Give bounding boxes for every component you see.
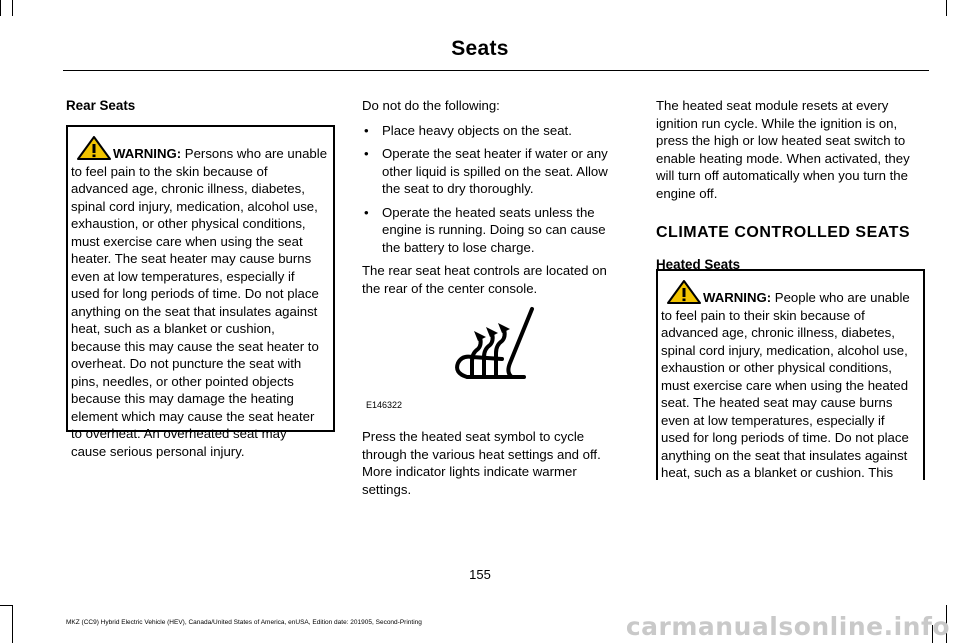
warning-line: heat, such as a blanket or cushion, xyxy=(71,321,275,336)
bullet-marker: • xyxy=(364,146,369,161)
crop-mark xyxy=(0,605,13,606)
heated-seat-icon xyxy=(362,293,628,413)
paragraph xyxy=(656,97,926,202)
list-item xyxy=(362,145,628,198)
crop-mark xyxy=(12,0,13,16)
warning-line: must exercise care when using the seat xyxy=(71,233,303,249)
text-line: The heated seat module resets at every xyxy=(656,98,889,113)
text-line: press the high or low heated seat switch to xyxy=(656,133,906,148)
warning-line: anything on the seat that insulates against xyxy=(661,447,908,463)
warning-line: heater. The seat heater may cause burns xyxy=(71,251,312,266)
warning-line: advanced age, chronic illness, diabetes, xyxy=(661,325,895,340)
warning-text xyxy=(661,280,920,499)
list-item-line: Operate the seat heater if water or any xyxy=(382,146,608,161)
list-item-line: Operate the heated seats unless the xyxy=(382,204,595,220)
edition-footer: MKZ (CC9) Hybrid Electric Vehicle (HEV), Canada/United States of America, enUSA, Edition date: 201905, Second-Printing xyxy=(66,619,422,626)
list-item-line: engine is running. Doing so can cause xyxy=(382,222,606,237)
warning-line: because this may cause the seat heater to xyxy=(71,338,319,354)
warning-line: WARNING: People who are unable xyxy=(661,280,920,307)
warning-line: to overheat. An overheated seat may xyxy=(71,426,287,441)
crop-mark xyxy=(0,0,1,16)
text-line: enable heating mode. When activated, they xyxy=(656,150,910,166)
warning-line: used for long periods of time. Do not place xyxy=(661,430,909,445)
column-1 xyxy=(66,97,336,115)
rear-seats-heading: Rear Seats xyxy=(66,98,136,113)
warning-line: advanced age, chronic illness, diabetes, xyxy=(71,181,305,196)
warning-line: exhaustion or other physical conditions, xyxy=(661,360,892,375)
crop-mark xyxy=(12,605,13,643)
warning-line: exhaustion, or other physical conditions, xyxy=(71,216,306,231)
warning-line: anything on the seat that insulates against xyxy=(71,303,318,319)
text-line: Press the heated seat symbol to cycle xyxy=(362,429,585,444)
list-item-line: the seat to dry thoroughly. xyxy=(382,181,534,196)
warning-triangle-icon xyxy=(667,280,701,304)
list-item xyxy=(362,122,628,140)
warning-text xyxy=(71,136,330,460)
column-2 xyxy=(362,97,628,297)
warning-line: seat. The heated seat may cause burns xyxy=(661,395,893,410)
bullet-marker: • xyxy=(364,122,369,138)
text-line: the rear of the center console. xyxy=(362,280,538,296)
text-line: The rear seat heat controls are located on xyxy=(362,263,607,278)
warning-line: to feel pain to the skin because of xyxy=(71,163,268,179)
warning-line: overheat. Do not puncture the seat with xyxy=(71,356,302,371)
warning-line: to feel pain to their skin because of xyxy=(661,307,865,323)
warning-line: cause serious personal injury. xyxy=(71,443,245,459)
section-heading: CLIMATE CONTROLLED SEATS xyxy=(656,224,911,241)
list-item xyxy=(362,204,628,257)
figure-code: E146322 xyxy=(366,400,403,410)
list-item-line: other liquid is spilled on the seat. Allow xyxy=(382,163,608,179)
bullet-marker: • xyxy=(364,204,369,220)
text-line: through the various heat settings and off. xyxy=(362,446,601,462)
intro-text: Do not do the following: xyxy=(362,98,500,113)
text-line: More indicator lights indicate warmer xyxy=(362,464,577,479)
paragraph xyxy=(362,428,628,498)
page-number: 155 xyxy=(469,567,491,582)
warning-line: WARNING: Persons who are unable xyxy=(71,136,330,163)
crop-mark xyxy=(946,0,947,16)
warning-box-rear-seats xyxy=(66,125,335,459)
warning-line: pins, needles, or other pointed objects xyxy=(71,373,294,389)
header-divider xyxy=(63,70,929,71)
page-clip xyxy=(656,480,925,520)
warning-line: must exercise care when using the heated xyxy=(661,377,909,393)
text-line: settings. xyxy=(362,481,412,497)
watermark: carmanualsonline.info xyxy=(625,612,950,641)
warning-line: used for long periods of time. Do not place xyxy=(71,286,319,301)
warning-line: element which may cause the seat heater xyxy=(71,408,315,424)
warning-line: heat, such as a blanket or cushion. This xyxy=(661,465,894,480)
warning-line: spinal cord injury, medication, alcohol use, xyxy=(661,342,908,358)
text-line: will turn off automatically when you turn the xyxy=(656,168,908,183)
list-item-line: the battery to lose charge. xyxy=(382,239,535,255)
list-item-line: Place heavy objects on the seat. xyxy=(382,122,572,138)
page-title: Seats xyxy=(451,37,509,60)
column-2-bottom xyxy=(362,428,628,498)
warning-line: even at low temperatures, especially if xyxy=(661,412,885,428)
paragraph xyxy=(362,262,628,297)
warning-triangle-icon xyxy=(77,136,111,160)
warning-label: WARNING: xyxy=(113,146,182,161)
column-3 xyxy=(656,97,926,273)
text-line: ignition run cycle. While the ignition is on, xyxy=(656,115,898,131)
warning-label: WARNING: xyxy=(703,290,772,305)
warning-line: even at low temperatures, especially if xyxy=(71,268,295,284)
warning-line: spinal cord injury, medication, alcohol use, xyxy=(71,198,318,214)
heated-seat-figure xyxy=(362,293,628,413)
warning-line: because this may damage the heating xyxy=(71,391,294,406)
heated-seats-heading: Heated Seats xyxy=(656,256,741,272)
text-line: engine off. xyxy=(656,185,718,201)
caution-list xyxy=(362,122,628,257)
